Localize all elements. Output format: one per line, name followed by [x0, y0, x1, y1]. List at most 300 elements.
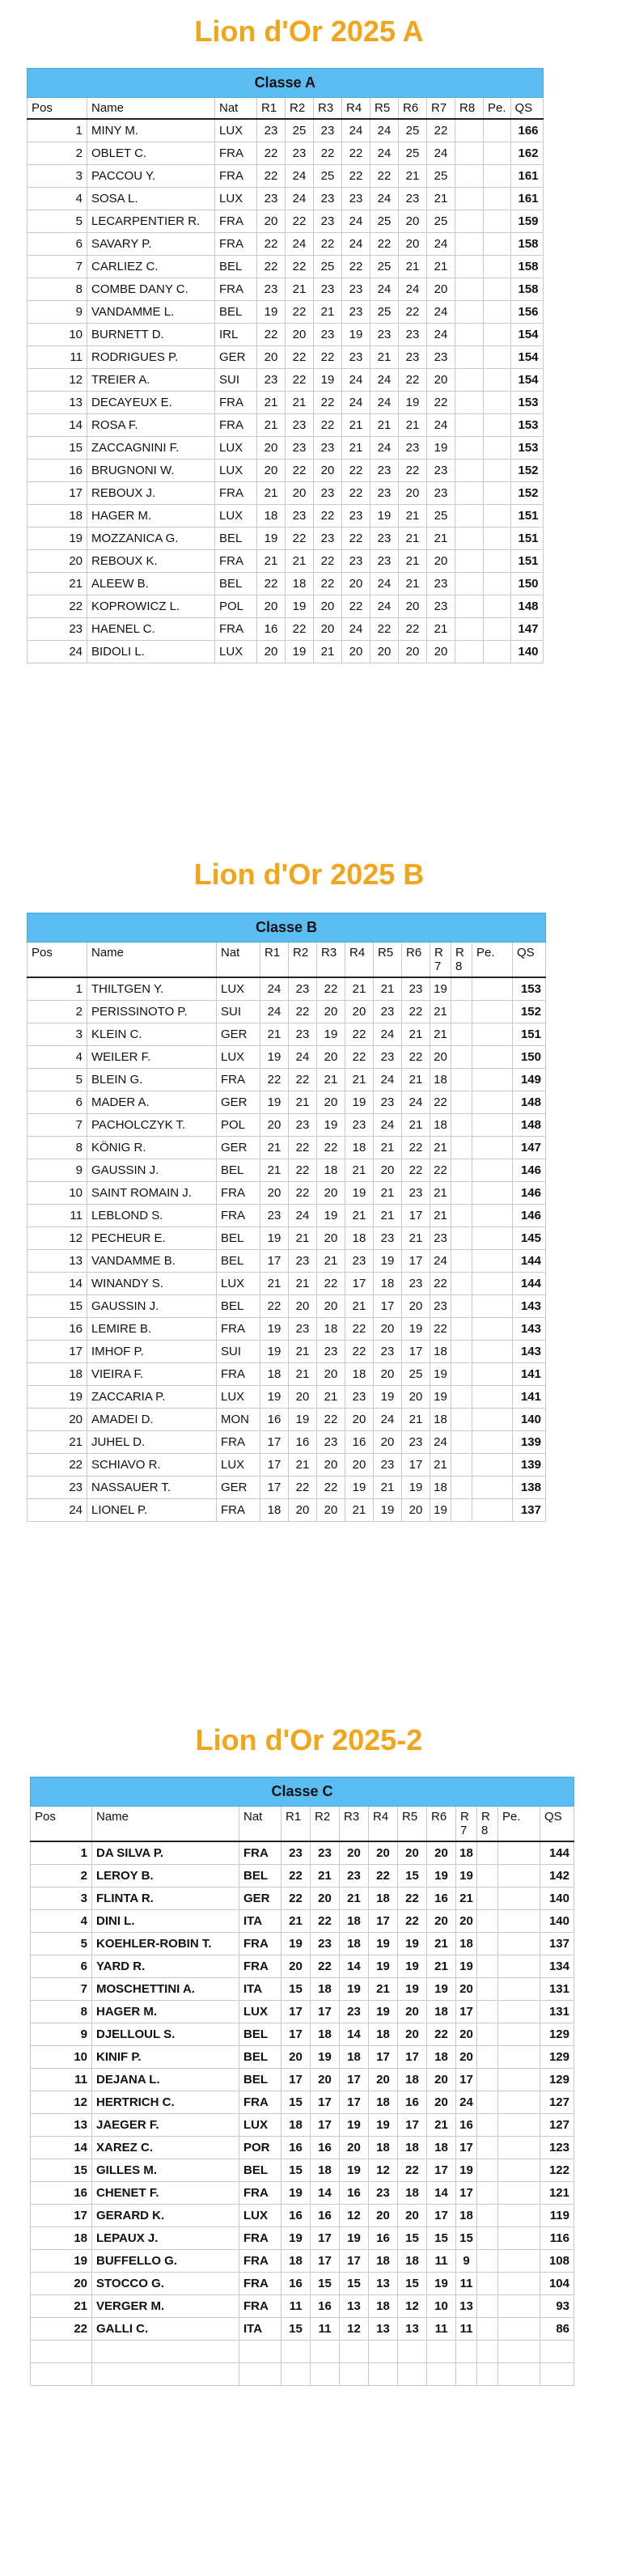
- column-header: Nat: [215, 98, 257, 120]
- position: 12: [28, 368, 87, 391]
- round-score: 23: [260, 1204, 289, 1227]
- round-score: 21: [289, 1227, 317, 1249]
- round-score: 22: [289, 1000, 317, 1023]
- round-score: 21: [427, 527, 455, 549]
- round-score: 23: [289, 1317, 317, 1340]
- table-row: [31, 2226, 574, 2249]
- round-score: 20: [317, 1294, 345, 1317]
- qs-total: 151: [510, 549, 543, 572]
- player-name: GILLES M.: [92, 2159, 239, 2181]
- round-score: 24: [456, 2091, 477, 2113]
- penalty: [484, 436, 511, 459]
- round-score: 21: [345, 1498, 374, 1521]
- round-score: 21: [399, 504, 427, 527]
- round-score: 18: [369, 2091, 398, 2113]
- round-score: 20: [374, 1159, 402, 1181]
- round-score: 21: [430, 1136, 451, 1159]
- round-score: 17: [369, 1909, 398, 1932]
- round-score: 20: [317, 1362, 345, 1385]
- round-score: 16: [281, 2136, 311, 2159]
- round-score: 21: [402, 1068, 430, 1091]
- position: 21: [28, 1430, 87, 1453]
- position: 8: [31, 2000, 92, 2023]
- round-score: [477, 1932, 498, 1955]
- round-score: 21: [317, 1249, 345, 1272]
- player-name: WINANDY S.: [87, 1272, 217, 1294]
- penalty: [484, 459, 511, 481]
- qs-total: 127: [540, 2091, 574, 2113]
- round-score: 20: [257, 210, 286, 232]
- round-score: 22: [314, 232, 342, 255]
- column-header: QS: [513, 943, 546, 978]
- round-score: 23: [314, 481, 342, 504]
- round-score: 22: [286, 210, 314, 232]
- round-score: 23: [286, 436, 314, 459]
- position: 4: [28, 187, 87, 210]
- table-row: [28, 1430, 546, 1453]
- round-score: [451, 1136, 472, 1159]
- round-score: 20: [427, 549, 455, 572]
- qs-total: 121: [540, 2181, 574, 2204]
- position: 12: [28, 1227, 87, 1249]
- round-score: 22: [286, 459, 314, 481]
- qs-total: 158: [510, 278, 543, 300]
- position: 3: [28, 1023, 87, 1045]
- column-header: R 8: [451, 943, 472, 978]
- nationality: FRA: [215, 549, 257, 572]
- round-score: 19: [260, 1317, 289, 1340]
- nationality: LUX: [239, 2113, 281, 2136]
- round-score: [455, 255, 484, 278]
- round-score: [455, 595, 484, 617]
- round-score: 18: [260, 1498, 289, 1521]
- round-score: 12: [398, 2294, 427, 2317]
- round-score: 18: [281, 2113, 311, 2136]
- round-score: 15: [398, 2272, 427, 2294]
- nationality: FRA: [239, 2181, 281, 2204]
- nationality: ITA: [239, 2317, 281, 2340]
- round-score: 19: [281, 2181, 311, 2204]
- column-header: R4: [345, 943, 374, 978]
- round-score: 20: [311, 2068, 340, 2091]
- column-header: R6: [427, 1807, 456, 1842]
- round-score: 24: [342, 368, 370, 391]
- round-score: 15: [340, 2272, 369, 2294]
- player-name: LEBLOND S.: [87, 1204, 217, 1227]
- nationality: BEL: [215, 572, 257, 595]
- column-header: R 7: [430, 943, 451, 978]
- round-score: 18: [369, 2249, 398, 2272]
- player-name: BLEIN G.: [87, 1068, 217, 1091]
- round-score: 20: [345, 1000, 374, 1023]
- column-header: Name: [92, 1807, 239, 1842]
- round-score: 21: [399, 255, 427, 278]
- position: 19: [28, 527, 87, 549]
- round-score: 17: [311, 2226, 340, 2249]
- nationality: BEL: [215, 255, 257, 278]
- round-score: [451, 977, 472, 1000]
- round-score: [477, 2272, 498, 2294]
- round-score: 22: [399, 459, 427, 481]
- round-score: 21: [289, 1453, 317, 1476]
- qs-total: 116: [540, 2226, 574, 2249]
- round-score: 23: [427, 572, 455, 595]
- round-score: 17: [427, 2159, 456, 2181]
- position: 17: [28, 481, 87, 504]
- column-header: QS: [540, 1807, 574, 1842]
- round-score: 19: [345, 1091, 374, 1113]
- position: 1: [28, 977, 87, 1000]
- player-name: DEJANA L.: [92, 2068, 239, 2091]
- column-header: R2: [311, 1807, 340, 1842]
- round-score: 23: [345, 1385, 374, 1408]
- round-score: 19: [369, 1955, 398, 1977]
- round-score: [451, 1453, 472, 1476]
- nationality: FRA: [239, 2249, 281, 2272]
- round-score: 18: [340, 1932, 369, 1955]
- round-score: 24: [370, 595, 399, 617]
- round-score: 15: [456, 2226, 477, 2249]
- qs-total: 143: [513, 1317, 546, 1340]
- penalty: [498, 2113, 540, 2136]
- nationality: FRA: [217, 1204, 260, 1227]
- table-row: [28, 142, 544, 164]
- round-score: [455, 232, 484, 255]
- round-score: [477, 2317, 498, 2340]
- round-score: 23: [370, 323, 399, 345]
- round-score: 17: [402, 1204, 430, 1227]
- nationality: LUX: [215, 436, 257, 459]
- round-score: 22: [286, 527, 314, 549]
- round-score: 22: [430, 1272, 451, 1294]
- round-score: 23: [342, 504, 370, 527]
- nationality: GER: [239, 1887, 281, 1909]
- round-score: 22: [317, 977, 345, 1000]
- round-score: 24: [427, 300, 455, 323]
- round-score: 22: [342, 595, 370, 617]
- round-score: 20: [369, 2068, 398, 2091]
- round-score: 25: [427, 164, 455, 187]
- round-score: 22: [345, 1045, 374, 1068]
- round-score: 22: [427, 391, 455, 413]
- qs-total: 150: [510, 572, 543, 595]
- position: 9: [31, 2023, 92, 2045]
- round-score: 20: [257, 459, 286, 481]
- round-score: 16: [369, 2226, 398, 2249]
- round-score: 21: [289, 1091, 317, 1113]
- player-name: KÖNIG R.: [87, 1136, 217, 1159]
- round-score: 22: [342, 459, 370, 481]
- round-score: 20: [317, 1045, 345, 1068]
- player-name: REBOUX J.: [87, 481, 215, 504]
- round-score: 16: [340, 2181, 369, 2204]
- round-score: 19: [374, 1249, 402, 1272]
- qs-total: 152: [510, 459, 543, 481]
- round-score: 21: [286, 549, 314, 572]
- class-header: Classe C: [31, 1777, 574, 1807]
- round-score: 24: [374, 1068, 402, 1091]
- table-row: [28, 481, 544, 504]
- nationality: FRA: [217, 1498, 260, 1521]
- nationality: GER: [217, 1136, 260, 1159]
- position: 18: [28, 504, 87, 527]
- qs-total: 129: [540, 2068, 574, 2091]
- round-score: 23: [340, 1864, 369, 1887]
- position: 16: [31, 2181, 92, 2204]
- round-score: 18: [340, 1909, 369, 1932]
- round-score: 19: [289, 1408, 317, 1430]
- player-name: KLEIN C.: [87, 1023, 217, 1045]
- round-score: 19: [398, 1955, 427, 1977]
- round-score: 25: [370, 300, 399, 323]
- round-score: [455, 640, 484, 663]
- round-score: [451, 1476, 472, 1498]
- player-name: GAUSSIN J.: [87, 1159, 217, 1181]
- position: 18: [28, 1362, 87, 1385]
- position: 3: [31, 1887, 92, 1909]
- table-row: [28, 391, 544, 413]
- round-score: 23: [374, 1091, 402, 1113]
- round-score: 19: [369, 2000, 398, 2023]
- position: 4: [28, 1045, 87, 1068]
- penalty: [484, 595, 511, 617]
- round-score: 20: [399, 210, 427, 232]
- round-score: 19: [398, 1932, 427, 1955]
- column-header: R3: [340, 1807, 369, 1842]
- nationality: FRA: [239, 1841, 281, 1864]
- round-score: 20: [427, 2068, 456, 2091]
- qs-total: 140: [540, 1909, 574, 1932]
- round-score: [455, 164, 484, 187]
- round-score: 21: [314, 640, 342, 663]
- round-score: 21: [257, 481, 286, 504]
- round-score: 22: [281, 1887, 311, 1909]
- qs-total: 158: [510, 255, 543, 278]
- round-score: [455, 549, 484, 572]
- position: 9: [28, 1159, 87, 1181]
- round-score: 22: [342, 481, 370, 504]
- round-score: [455, 391, 484, 413]
- position: 12: [31, 2091, 92, 2113]
- round-score: 22: [289, 1136, 317, 1159]
- round-score: 23: [317, 1430, 345, 1453]
- round-score: 21: [374, 977, 402, 1000]
- round-score: 16: [289, 1430, 317, 1453]
- round-score: 23: [257, 368, 286, 391]
- round-score: 22: [399, 617, 427, 640]
- round-score: 18: [340, 2045, 369, 2068]
- round-score: 22: [430, 1091, 451, 1113]
- round-score: 23: [314, 278, 342, 300]
- round-score: 20: [369, 1841, 398, 1864]
- position: 10: [28, 323, 87, 345]
- round-score: 22: [260, 1068, 289, 1091]
- round-score: 16: [456, 2113, 477, 2136]
- round-score: [477, 1909, 498, 1932]
- round-score: [477, 2000, 498, 2023]
- round-score: 21: [286, 391, 314, 413]
- round-score: 19: [342, 323, 370, 345]
- column-header: Nat: [217, 943, 260, 978]
- player-name: PACCOU Y.: [87, 164, 215, 187]
- round-score: 21: [402, 1408, 430, 1430]
- penalty: [484, 617, 511, 640]
- table-row: [28, 1294, 546, 1317]
- round-score: 22: [314, 504, 342, 527]
- penalty: [472, 1000, 513, 1023]
- results-table: [27, 68, 544, 663]
- round-score: 11: [311, 2317, 340, 2340]
- column-header: R 7: [456, 1807, 477, 1842]
- nationality: LUX: [217, 1385, 260, 1408]
- round-score: 25: [399, 119, 427, 142]
- round-score: 21: [257, 549, 286, 572]
- round-score: 15: [311, 2272, 340, 2294]
- table-row: [28, 549, 544, 572]
- penalty: [498, 2226, 540, 2249]
- round-score: 18: [427, 2045, 456, 2068]
- round-score: 18: [398, 2136, 427, 2159]
- position: 20: [28, 1408, 87, 1430]
- nationality: FRA: [215, 232, 257, 255]
- round-score: 22: [281, 1864, 311, 1887]
- round-score: 23: [370, 549, 399, 572]
- round-score: 18: [311, 2023, 340, 2045]
- column-header: R4: [369, 1807, 398, 1842]
- nationality: FRA: [239, 2226, 281, 2249]
- nationality: FRA: [239, 2272, 281, 2294]
- position: 7: [28, 1113, 87, 1136]
- round-score: 23: [399, 436, 427, 459]
- round-score: 21: [427, 617, 455, 640]
- qs-total: 154: [510, 323, 543, 345]
- table-row: [28, 1476, 546, 1498]
- round-score: 21: [260, 1136, 289, 1159]
- player-name: DECAYEUX E.: [87, 391, 215, 413]
- round-score: 14: [340, 1955, 369, 1977]
- table-row: [28, 617, 544, 640]
- round-score: 25: [370, 255, 399, 278]
- round-score: 18: [369, 2023, 398, 2045]
- round-score: 19: [345, 1181, 374, 1204]
- round-score: 18: [345, 1136, 374, 1159]
- round-score: 22: [286, 300, 314, 323]
- qs-total: 146: [513, 1204, 546, 1227]
- column-header: R3: [314, 98, 342, 120]
- round-score: 22: [314, 142, 342, 164]
- round-score: [477, 1977, 498, 2000]
- position: 9: [28, 300, 87, 323]
- round-score: 24: [427, 232, 455, 255]
- nationality: FRA: [217, 1430, 260, 1453]
- nationality: GER: [217, 1476, 260, 1498]
- table-row: [28, 1045, 546, 1068]
- round-score: 12: [369, 2159, 398, 2181]
- round-score: 20: [317, 1000, 345, 1023]
- round-score: 20: [281, 2045, 311, 2068]
- table-row: [28, 1113, 546, 1136]
- penalty: [498, 2317, 540, 2340]
- position: 6: [28, 1091, 87, 1113]
- round-score: 17: [281, 2068, 311, 2091]
- round-score: [451, 1294, 472, 1317]
- column-header: R6: [399, 98, 427, 120]
- round-score: 23: [402, 1430, 430, 1453]
- round-score: 20: [399, 232, 427, 255]
- nationality: SUI: [215, 368, 257, 391]
- qs-total: 127: [540, 2113, 574, 2136]
- round-score: 22: [370, 617, 399, 640]
- round-score: 21: [370, 413, 399, 436]
- round-score: [477, 2159, 498, 2181]
- round-score: [477, 1955, 498, 1977]
- round-score: 20: [427, 2091, 456, 2113]
- round-score: 23: [342, 300, 370, 323]
- player-name: BIDOLI L.: [87, 640, 215, 663]
- table-row: [28, 368, 544, 391]
- qs-total: 141: [513, 1362, 546, 1385]
- round-score: 22: [430, 1317, 451, 1340]
- round-score: 20: [427, 278, 455, 300]
- round-score: 21: [314, 300, 342, 323]
- nationality: IRL: [215, 323, 257, 345]
- round-score: 23: [257, 278, 286, 300]
- player-name: TREIER A.: [87, 368, 215, 391]
- round-score: 22: [314, 572, 342, 595]
- player-name: LEPAUX J.: [92, 2226, 239, 2249]
- nationality: BEL: [217, 1227, 260, 1249]
- round-score: 10: [427, 2294, 456, 2317]
- round-score: 17: [369, 2045, 398, 2068]
- round-score: [455, 527, 484, 549]
- round-score: [451, 1113, 472, 1136]
- round-score: 19: [430, 1498, 451, 1521]
- round-score: 22: [342, 142, 370, 164]
- round-score: 15: [427, 2226, 456, 2249]
- penalty: [498, 2294, 540, 2317]
- round-score: 16: [311, 2294, 340, 2317]
- round-score: 20: [342, 640, 370, 663]
- round-score: 21: [374, 1476, 402, 1498]
- qs-total: 153: [510, 413, 543, 436]
- round-score: 21: [430, 1000, 451, 1023]
- round-score: 11: [456, 2272, 477, 2294]
- round-score: 24: [427, 142, 455, 164]
- round-score: 15: [281, 2317, 311, 2340]
- round-score: [451, 1204, 472, 1227]
- nationality: MON: [217, 1408, 260, 1430]
- nationality: BEL: [239, 2045, 281, 2068]
- round-score: 17: [311, 2000, 340, 2023]
- round-score: [451, 1159, 472, 1181]
- round-score: 19: [402, 1476, 430, 1498]
- round-score: 22: [345, 1317, 374, 1340]
- position: 11: [31, 2068, 92, 2091]
- table-row: [31, 2113, 574, 2136]
- column-header: R5: [374, 943, 402, 978]
- table-row: [31, 1955, 574, 1977]
- table-row: [28, 345, 544, 368]
- round-score: 24: [370, 368, 399, 391]
- player-name: PACHOLCZYK T.: [87, 1113, 217, 1136]
- round-score: 20: [314, 459, 342, 481]
- position: 24: [28, 640, 87, 663]
- round-score: 22: [317, 1408, 345, 1430]
- player-name: ZACCARIA P.: [87, 1385, 217, 1408]
- round-score: 22: [317, 1476, 345, 1498]
- empty-row: [31, 2362, 574, 2385]
- round-score: 23: [374, 1453, 402, 1476]
